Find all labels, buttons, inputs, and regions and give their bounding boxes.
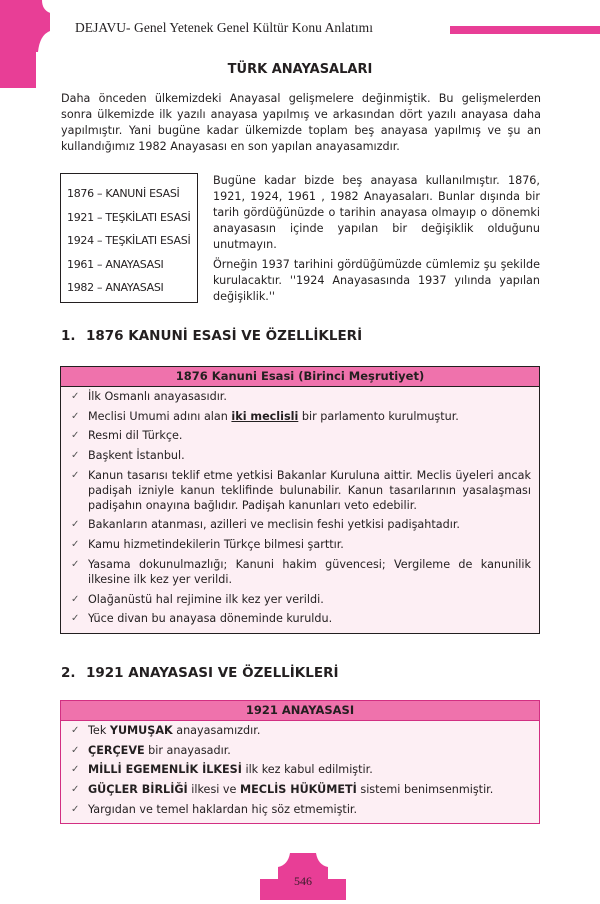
feature-list-item	[61, 802, 531, 817]
item-text: Yüce divan bu anayasa döneminde kuruldu.	[88, 612, 333, 626]
feature-list	[61, 721, 539, 823]
check-icon: ✓	[71, 613, 80, 625]
box-title: 1921 ANAYASASI	[61, 701, 539, 721]
side-note-paragraph: Bugüne kadar bizde beş anayasa kullanılmıştır. 1876, 1921, 1924, 1961 , 1982 Anayasaları. Bunlar dışında bir tarih gördüğünüzde o tarihin anayasa olmayıp o dönemki anayasasın içinde yapılan bir değişiklik olduğunu unutmayın.	[213, 174, 540, 251]
item-text: Meclisi Umumi adını alan	[88, 409, 232, 423]
item-text: Başkent İstanbul.	[88, 449, 185, 463]
header-accent-bar	[450, 26, 600, 34]
check-icon: ✓	[71, 725, 80, 736]
item-text: bir parlamento kurulmuştur.	[298, 409, 459, 423]
item-text: ilkesi ve	[187, 783, 240, 797]
item-text: Kanun tasarısı teklif etme yetkisi Bakanlar Kuruluna aittir. Meclis üyeleri ancak padişah izniyle kanun teklifinde bulunabilir. Kanun tasarılarının yasalaşması padişahın onayına bağlıdır. Padişah kanunları veto edebilir.	[88, 468, 531, 512]
check-icon: ✓	[71, 593, 80, 605]
feature-list-item	[61, 611, 531, 626]
item-text: Yasama dokunulmazlığı; Kanuni hakim güvencesi; Vergileme de kanunilik ilkesine ilk kez yer verildi.	[88, 557, 531, 586]
item-text: bir anayasadır.	[144, 743, 231, 757]
feature-list-item	[61, 517, 531, 532]
item-text: ilk kez kabul edilmiştir.	[241, 763, 373, 777]
feature-list-item	[61, 762, 531, 777]
feature-list-item	[61, 428, 531, 443]
item-text: Kamu hizmetindekilerin Türkçe bilmesi şarttır.	[88, 538, 344, 552]
emphasized-text: YUMUŞAK	[109, 724, 173, 737]
item-text: Bakanların atanması, azilleri ve meclisin feshi yetkisi padişahtadır.	[88, 518, 460, 532]
section-number: 1.	[61, 328, 76, 344]
page-title: TÜRK ANAYASALARI	[227, 62, 373, 77]
emphasized-text: iki meclisli	[231, 409, 299, 423]
item-text: Resmi dil Türkçe.	[88, 429, 183, 443]
feature-list-item	[61, 723, 531, 738]
anayasa-1921-box	[60, 700, 540, 824]
constitution-list-item: 1982 – ANAYASASI	[67, 281, 164, 294]
feature-list-item	[61, 782, 531, 797]
item-text: anayasamızdır.	[172, 724, 261, 737]
check-icon: ✓	[71, 391, 80, 402]
running-header-title: DEJAVU- Genel Yetenek Genel Kültür Konu Anlatımı	[75, 20, 373, 35]
constitution-list-item: 1876 – KANUNİ ESASİ	[67, 187, 180, 200]
check-icon: ✓	[71, 764, 80, 776]
side-note	[213, 173, 540, 309]
item-text: Tek	[88, 724, 110, 737]
kanuni-esasi-box	[60, 366, 540, 634]
check-icon: ✓	[71, 803, 80, 815]
item-text: Olağanüstü hal rejimine ilk kez yer verildi.	[88, 592, 324, 606]
constitution-list-item: 1921 – TEŞKİLATI ESASİ	[67, 210, 191, 224]
section-heading-1876	[61, 328, 362, 344]
section-heading-1921	[61, 665, 339, 681]
section-title: 1921 ANAYASASI VE ÖZELLİKLERİ	[86, 665, 339, 681]
section-number: 2.	[61, 665, 76, 681]
check-icon: ✓	[71, 558, 80, 570]
feature-list-item	[61, 409, 531, 424]
feature-list-item	[61, 557, 531, 587]
side-note-paragraph: Örneğin 1937 tarihini gördüğümüzde cümlemiz şu şekilde kurulacaktır. ''1924 Anayasasında 1937 yılında yapılan değişiklik.''	[213, 258, 540, 303]
feature-list	[61, 387, 539, 633]
feature-list-item	[61, 389, 531, 404]
check-icon: ✓	[71, 469, 80, 481]
emphasized-text: GÜÇLER BİRLİĞİ	[88, 783, 188, 797]
item-text: İlk Osmanlı anayasasıdır.	[88, 390, 227, 403]
emphasized-text: MECLİS HÜKÜMETİ	[240, 783, 357, 797]
check-icon: ✓	[71, 519, 80, 531]
constitution-list-item: 1924 – TEŞKİLATI ESASİ	[67, 234, 191, 247]
emphasized-text: MİLLİ EGEMENLİK İLKESİ	[88, 763, 242, 777]
feature-list-item	[61, 592, 531, 607]
emphasized-text: ÇERÇEVE	[88, 743, 145, 757]
item-text: Yargıdan ve temel haklardan hiç söz etmemiştir.	[88, 802, 358, 816]
feature-list-item	[61, 743, 531, 758]
feature-list-item	[61, 537, 531, 552]
check-icon: ✓	[71, 430, 80, 442]
constitution-list-item: 1961 – ANAYASASI	[67, 257, 164, 271]
intro-text: Daha önceden ülkemizdeki Anayasal gelişmelere değinmiştik. Bu gelişmelerden sonra ülkemizde ilk yazılı anayasa yapılmış ve arkasından dört yazılı anayasa daha yapılmıştır. Yani bugüne kadar ülkemizde toplam beş anayasa yapılmış ve şu an kullandığımız 1982 Anayasası en son yapılan anayasamızdır.	[61, 92, 541, 153]
check-icon: ✓	[71, 410, 80, 422]
intro-paragraph	[61, 91, 541, 155]
feature-list-item	[61, 468, 531, 513]
constitution-list-box	[60, 173, 198, 303]
check-icon: ✓	[71, 450, 80, 462]
check-icon: ✓	[71, 744, 80, 756]
item-text: sistemi benimsenmiştir.	[356, 783, 494, 797]
check-icon: ✓	[71, 539, 80, 551]
section-title: 1876 KANUNİ ESASİ VE ÖZELLİKLERİ	[86, 328, 363, 344]
page-number: 546	[294, 874, 312, 888]
feature-list-item	[61, 448, 531, 463]
check-icon: ✓	[71, 784, 80, 796]
box-title: 1876 Kanuni Esasi (Birinci Meşrutiyet)	[61, 367, 539, 387]
